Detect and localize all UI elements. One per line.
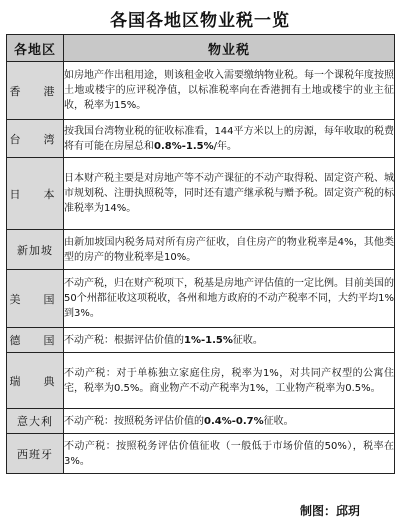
table-row [7,270,395,328]
rate-highlight: 1%-1.5% [184,334,233,346]
tax-description: 按我国台湾物业税的征收标准看，144平方米以上的房源，每年收取的税费将有可能在房屋总和0.8%-1.5%/年。 [64,120,395,158]
table-header-row [7,35,395,62]
chart-credit: 制图：邱玥 [299,504,360,518]
region-cell: 瑞 典 [7,353,64,409]
property-tax-table [6,34,395,474]
tax-description: 不动产税，归在财产税项下，税基是房地产评估值的一定比例。目前美国的50个州都征收这项税收，各州和地方政府的不动产税率不同，大约平均1%到3%。 [64,270,395,328]
tax-description: 如房地产作出租用途，则该租金收入需要缴纳物业税。每一个课税年度按照土地或楼宇的应评税净值，以标准税率向在香港拥有土地或楼宇的业主征收，税率为15%。 [64,62,395,120]
region-cell: 西班牙 [7,434,64,474]
table-row [7,328,395,353]
table-row [7,158,395,230]
table-row [7,409,395,434]
page-title: 各国各地区物业税一览 [110,11,290,31]
tax-description: 不动产税：按照税务评估价值的0.4%-0.7%征收。 [64,409,395,434]
table-row [7,230,395,270]
table-row [7,120,395,158]
region-cell: 美 国 [7,270,64,328]
header-tax: 物业税 [64,35,395,62]
header-region: 各地区 [7,35,64,62]
rate-highlight: 0.4%-0.7% [204,415,264,427]
region-cell: 新加坡 [7,230,64,270]
tax-description: 不动产税：根据评估价值的1%-1.5%征收。 [64,328,395,353]
tax-description: 由新加坡国内税务局对所有房产征收，自住房产的物业税率是4%，其他类型的房产的物业税率是10%。 [64,230,395,270]
tax-description: 日本财产税主要是对房地产等不动产课征的不动产取得税、固定资产税、城市规划税、注册执照税等，同时还有遗产继承税与赠予税。固定资产税的标准税率为14%。 [64,158,395,230]
tax-description: 不动产税：按照税务评估价值征收（一般低于市场价值的50%），税率在3%。 [64,434,395,474]
tax-description: 不动产税：对于单栋独立家庭住房，税率为1%，对共同产权型的公寓住宅，税率为0.5%。商业物产不动产税率为1%，工业物产税率为0.5%。 [64,353,395,409]
rate-highlight: 0.8%-1.5% [154,140,214,152]
region-cell: 德 国 [7,328,64,353]
region-cell: 台 湾 [7,120,64,158]
table-row [7,353,395,409]
region-cell: 意大利 [7,409,64,434]
table-row [7,62,395,120]
region-cell: 日 本 [7,158,64,230]
table-row [7,434,395,474]
region-cell: 香 港 [7,62,64,120]
